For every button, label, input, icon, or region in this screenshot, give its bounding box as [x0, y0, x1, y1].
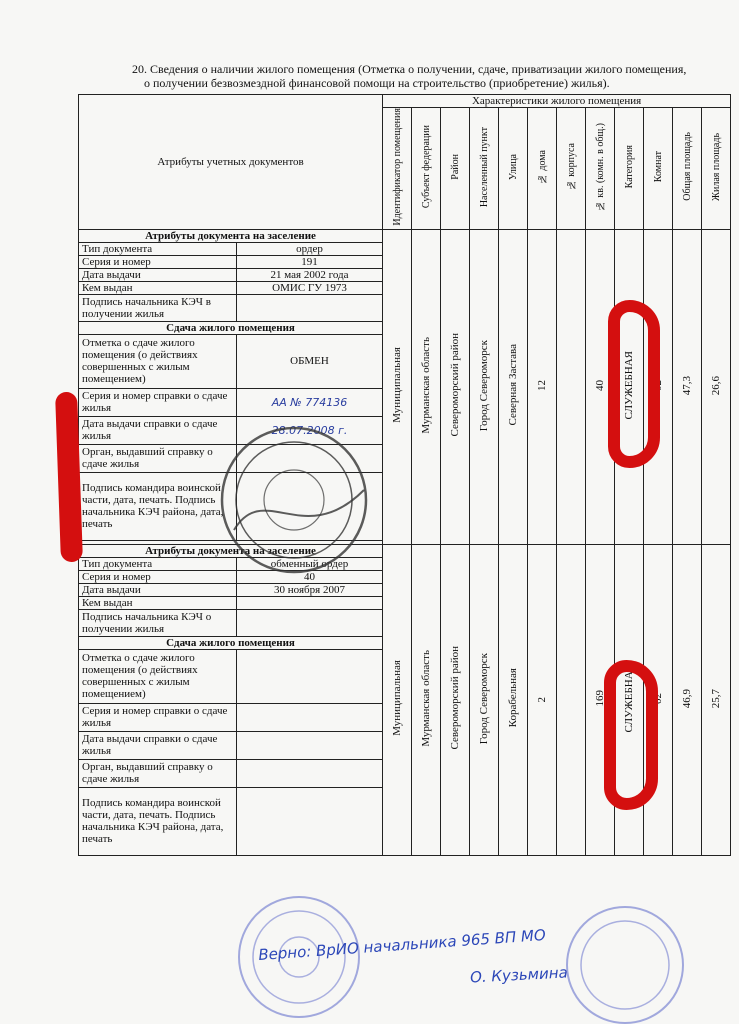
block2-surrender-value-3 — [237, 731, 383, 759]
red-marker-circle-2 — [604, 660, 658, 810]
block2-street: Корабельная — [499, 544, 528, 855]
block1-surrender-title: Сдача жилого помещения — [79, 321, 383, 334]
block2-surrender-label-5: Подпись командира воинской части, дата, печать. Подпись начальника КЭЧ района, дата, печать — [79, 787, 237, 855]
block2-living-area: 25,7 — [702, 544, 731, 855]
block1-surrender-label-3: Дата выдачи справки о сдаче жилья — [79, 416, 237, 444]
block1-category: СЛУЖЕБНАЯ — [615, 229, 644, 544]
block1-settle-value-1: ордер — [237, 242, 383, 255]
block2-surrender-title: Сдача жилого помещения — [79, 636, 383, 649]
block2-settle-title: Атрибуты документа на заселение — [79, 544, 383, 557]
block2-settle-value-4 — [237, 596, 383, 609]
block2-settle-label-4: Кем выдан — [79, 596, 237, 609]
block1-settle-label-3: Дата выдачи — [79, 268, 237, 281]
block1-surrender-value-3: 28.07.2008 г. — [237, 416, 383, 444]
certification-line-1: Верно: ВрИО начальника 965 ВП МО — [257, 925, 547, 965]
col-header-building: № корпуса — [557, 108, 586, 230]
block2-category: СЛУЖЕБНАЯ — [615, 544, 644, 855]
heading-line-1: 20. Сведения о наличии жилого помещения (Отметка о получении, сдаче, приватизации жилого помещения, — [132, 62, 687, 76]
block1-street: Северная Застава — [499, 229, 528, 544]
col-header-house: № дома — [528, 108, 557, 230]
col-header-street: Улица — [499, 108, 528, 230]
block1-settle-value-3: 21 мая 2002 года — [237, 268, 383, 281]
block2-subject: Мурманская область — [412, 544, 441, 855]
col-header-category: Категория — [615, 108, 644, 230]
block2-settle-value-2: 40 — [237, 570, 383, 583]
red-marker-circle-1 — [608, 300, 660, 468]
block1-settle-value-4: ОМИС ГУ 1973 — [237, 281, 383, 294]
col-header-rooms: Комнат — [644, 108, 673, 230]
block1-living-area: 26,6 — [702, 229, 731, 544]
characteristics-header: Характеристики жилого помещения — [383, 95, 731, 108]
col-header-total-area: Общая площадь — [673, 108, 702, 230]
block1-settle-value-2: 191 — [237, 255, 383, 268]
col-header-identifier: Идентификатор помещения — [383, 108, 412, 230]
block2-settle-value-1: обменный ордер — [237, 557, 383, 570]
block2-settle-label-1: Тип документа — [79, 557, 237, 570]
block2-house: 2 — [528, 544, 557, 855]
block2-settle-value-3: 30 ноября 2007 — [237, 583, 383, 596]
block2-surrender-value-2 — [237, 703, 383, 731]
section-heading — [132, 62, 722, 90]
block2-settle-value-5 — [237, 609, 383, 636]
block1-house: 12 — [528, 229, 557, 544]
block1-settle-value-5 — [237, 294, 383, 321]
block1-apartment: 40 — [586, 229, 615, 544]
block2-total-area: 46,9 — [673, 544, 702, 855]
block1-building — [557, 229, 586, 544]
block1-identifier: Муниципальная — [383, 229, 412, 544]
block2-rooms: 02 — [644, 544, 673, 855]
block1-surrender-label-1: Отметка о сдаче жилого помещения (о действиях совершенных с жилым помещением) — [79, 334, 237, 388]
block2-locality: Город Североморск — [470, 544, 499, 855]
col-header-apartment: № кв. (комн. в общ.) — [586, 108, 615, 230]
block1-locality: Город Североморск — [470, 229, 499, 544]
attributes-header: Атрибуты учетных документов — [79, 95, 383, 230]
block2-surrender-label-3: Дата выдачи справки о сдаче жилья — [79, 731, 237, 759]
block2-surrender-label-2: Серия и номер справки о сдаче жилья — [79, 703, 237, 731]
block1-settle-label-2: Серия и номер — [79, 255, 237, 268]
block2-identifier: Муниципальная — [383, 544, 412, 855]
block1-settle-label-4: Кем выдан — [79, 281, 237, 294]
block1-surrender-label-4: Орган, выдавший справку о сдаче жилья — [79, 444, 237, 472]
col-header-subject: Субъект федерации — [412, 108, 441, 230]
block1-total-area: 47,3 — [673, 229, 702, 544]
block2-settle-label-3: Дата выдачи — [79, 583, 237, 596]
block1-surrender-value-5 — [237, 472, 383, 540]
certification-line-2: О. Кузьмина — [469, 963, 569, 987]
block2-surrender-value-5 — [237, 787, 383, 855]
col-header-locality: Населенный пункт — [470, 108, 499, 230]
block1-surrender-value-1: ОБМЕН — [237, 334, 383, 388]
block2-building — [557, 544, 586, 855]
col-header-living-area: Жилая площадь — [702, 108, 731, 230]
block1-surrender-label-2: Серия и номер справки о сдаче жилья — [79, 388, 237, 416]
block1-settle-label-5: Подпись начальника КЭЧ в получении жилья — [79, 294, 237, 321]
block2-surrender-label-1: Отметка о сдаче жилого помещения (о действиях совершенных с жилым помещением) — [79, 649, 237, 703]
blue-seal-stamp-right — [560, 900, 690, 1024]
block1-surrender-label-5: Подпись командира воинской части, дата, печать. Подпись начальника КЭЧ района, дата, печать — [79, 472, 237, 540]
block2-district: Североморский район — [441, 544, 470, 855]
block1-surrender-value-4 — [237, 444, 383, 472]
block1-surrender-value-2: АА № 774136 — [237, 388, 383, 416]
block2-surrender-label-4: Орган, выдавший справку о сдаче жилья — [79, 759, 237, 787]
block1-settle-title: Атрибуты документа на заселение — [79, 229, 383, 242]
block2-settle-label-2: Серия и номер — [79, 570, 237, 583]
block1-rooms: 02 — [644, 229, 673, 544]
block1-settle-label-1: Тип документа — [79, 242, 237, 255]
block1-subject: Мурманская область — [412, 229, 441, 544]
block1-district: Североморский район — [441, 229, 470, 544]
heading-line-2: о получении безвозмездной финансовой помощи на строительство (приобретение) жилья). — [144, 76, 610, 90]
block2-apartment: 169 — [586, 544, 615, 855]
col-header-district: Район — [441, 108, 470, 230]
block2-surrender-value-1 — [237, 649, 383, 703]
block2-surrender-value-4 — [237, 759, 383, 787]
block2-settle-label-5: Подпись начальника КЭЧ о получении жилья — [79, 609, 237, 636]
